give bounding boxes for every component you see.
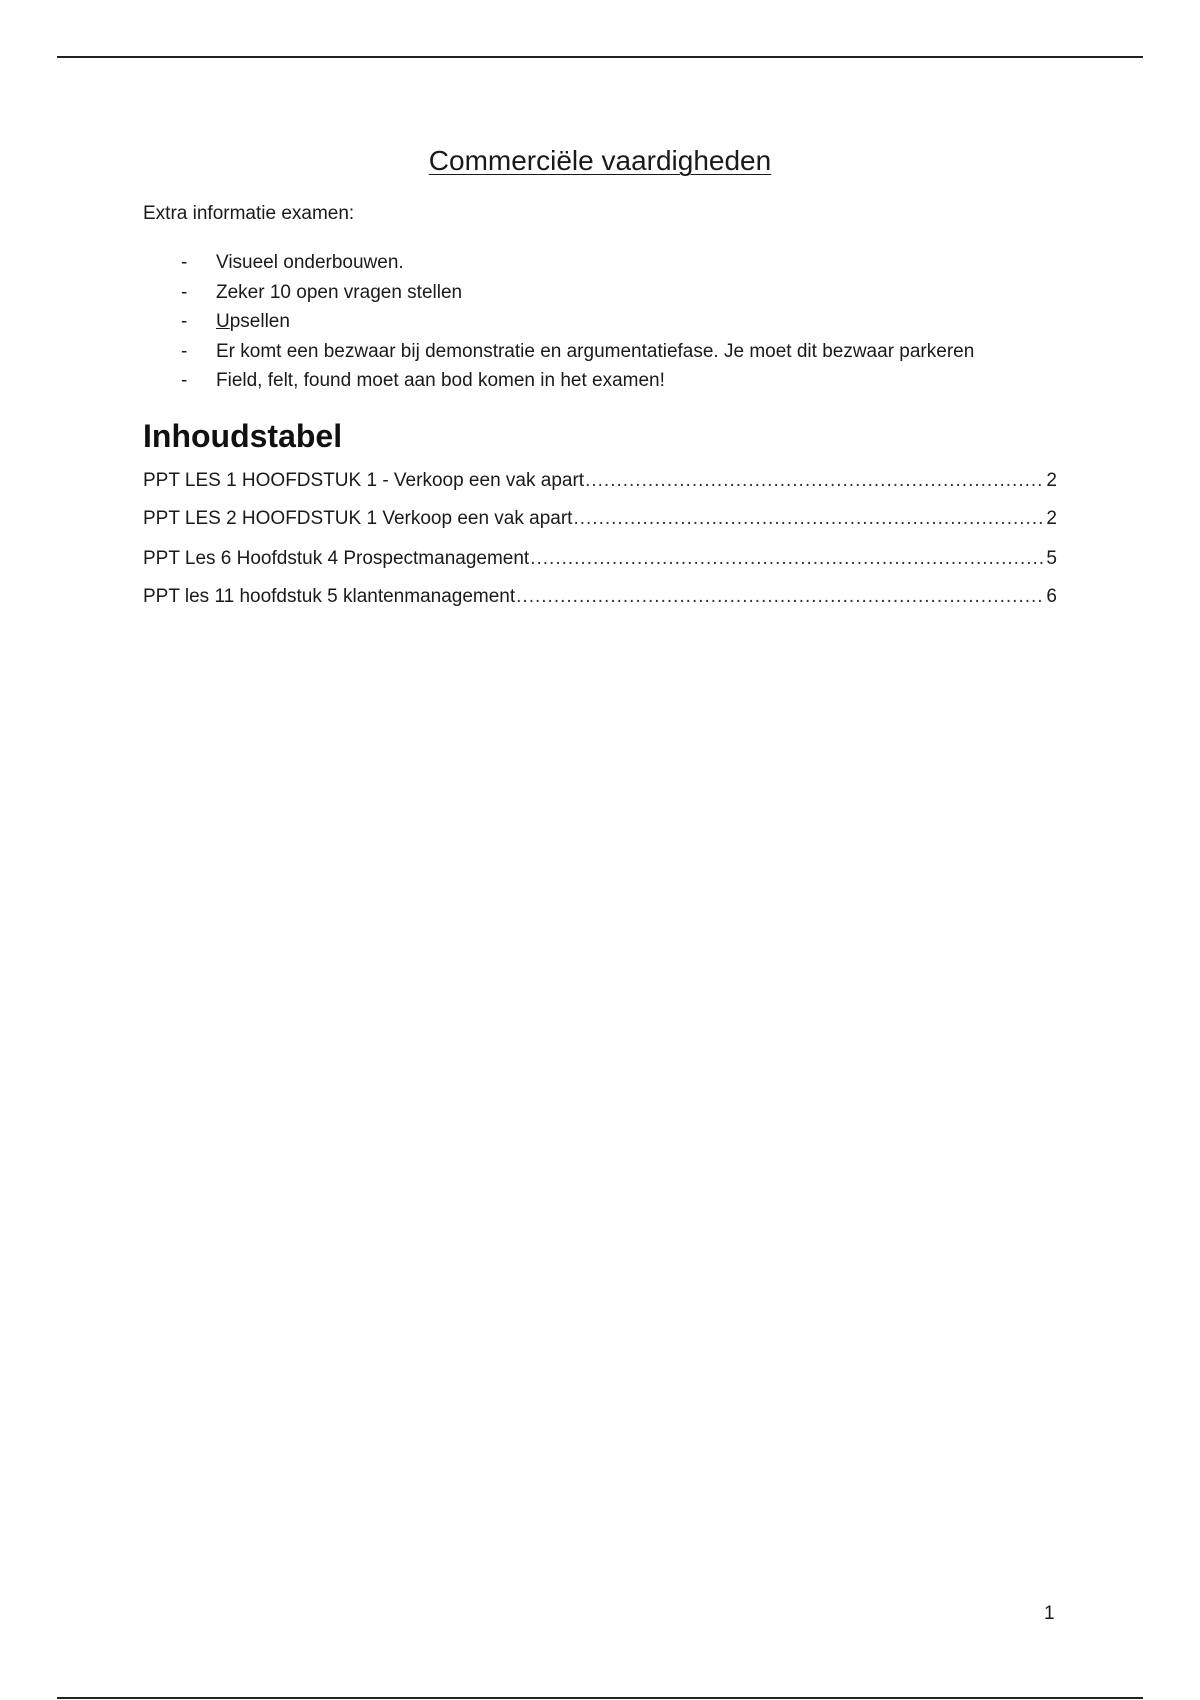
bullet-dash: - bbox=[181, 252, 188, 273]
list-item-text: Zeker 10 open vragen stellen bbox=[216, 281, 463, 303]
toc-entry-page: 5 bbox=[1046, 548, 1057, 569]
exam-info-list bbox=[143, 248, 1103, 396]
toc-entry[interactable] bbox=[143, 548, 1057, 574]
bullet-dash: - bbox=[181, 311, 188, 332]
underlined-letter: U bbox=[216, 311, 230, 332]
toc-dot-leader bbox=[516, 586, 1045, 608]
toc-entry-label: PPT Les 6 Hoofdstuk 4 Prospectmanagement bbox=[143, 548, 530, 569]
list-item bbox=[143, 337, 1103, 367]
toc-entry-page: 2 bbox=[1046, 508, 1057, 529]
document-title: Commerciële vaardigheden bbox=[428, 145, 772, 176]
toc-entry[interactable] bbox=[143, 586, 1057, 612]
list-item-text: Field, felt, found moet aan bod komen in het examen! bbox=[216, 370, 665, 391]
list-item-text: Er komt een bezwaar bij demonstratie en argumentatiefase. Je moet dit bezwaar parkeren bbox=[216, 340, 975, 362]
header-rule bbox=[57, 56, 1143, 58]
list-item-text-rest: psellen bbox=[229, 311, 290, 332]
list-item bbox=[143, 278, 1103, 308]
footer-rule bbox=[57, 1697, 1143, 1699]
toc-entry-label: PPT LES 1 HOOFDSTUK 1 - Verkoop een vak apart bbox=[143, 470, 585, 491]
list-item-text: Visueel onderbouwen. bbox=[216, 252, 404, 273]
bullet-dash: - bbox=[181, 340, 188, 362]
page-number: 1 bbox=[1044, 1603, 1055, 1624]
list-item bbox=[143, 366, 1103, 396]
toc-dot-leader bbox=[573, 508, 1045, 530]
toc-entry-page: 6 bbox=[1046, 586, 1057, 607]
toc-heading: Inhoudstabel bbox=[143, 418, 343, 454]
toc-dot-leader bbox=[585, 470, 1045, 492]
intro-text: Extra informatie examen: bbox=[143, 203, 355, 224]
toc-entry[interactable] bbox=[143, 470, 1057, 496]
bullet-dash: - bbox=[181, 281, 188, 303]
toc-entry-page: 2 bbox=[1046, 470, 1057, 491]
list-item bbox=[143, 248, 1103, 278]
toc-entry[interactable] bbox=[143, 508, 1057, 534]
toc-entry-label: PPT les 11 hoofdstuk 5 klantenmanagement bbox=[143, 586, 516, 607]
bullet-dash: - bbox=[181, 370, 188, 391]
list-item-text bbox=[216, 311, 290, 332]
list-item bbox=[143, 307, 1103, 337]
toc-entry-label: PPT LES 2 HOOFDSTUK 1 Verkoop een vak apart bbox=[143, 508, 573, 529]
toc-dot-leader bbox=[530, 548, 1045, 570]
